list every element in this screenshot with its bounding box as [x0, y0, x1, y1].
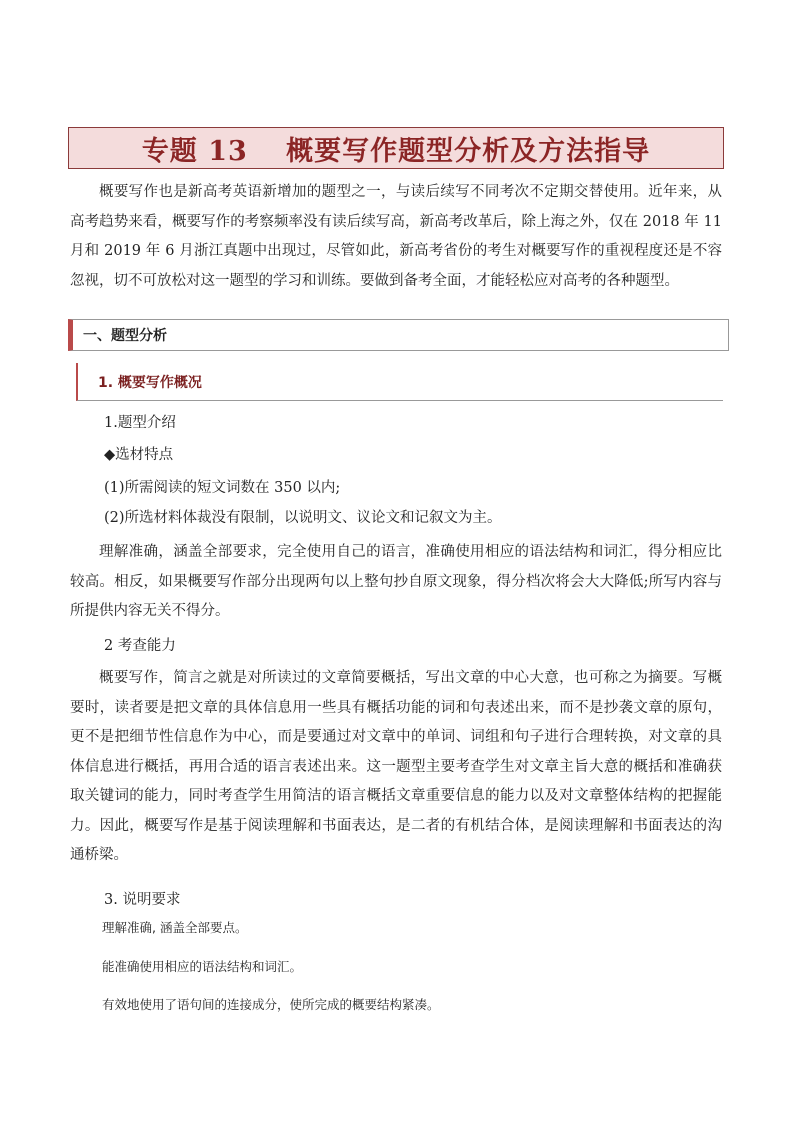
requirement-1: 理解准确, 涵盖全部要点。 — [102, 920, 248, 935]
section-heading-analysis: 一、题型分析 — [68, 319, 729, 351]
subsection-heading-overview: 1. 概要写作概况 — [76, 363, 723, 401]
point-word-count: (1)所需阅读的短文词数在 350 以内; — [104, 480, 341, 496]
item-type-intro: 1.题型介绍 — [104, 415, 176, 431]
point-genre: (2)所选材料体裁没有限制，以说明文、议论文和记叙文为主。 — [104, 510, 502, 526]
item-requirements: 3. 说明要求 — [104, 892, 181, 908]
ability-paragraph: 概要写作，简言之就是对所读过的文章简要概括，写出文章的中心大意，也可称之为摘要。写概要时，读者要是把文章的具体信息用一些具有概括功能的词和句表述出来，而不是抄袭文章的原句，更不是把细节性信息作为中心，而是要通过对文章中的单词、词组和句子进行合理转换，对文章的具体信息进行概括，再用合适的语言表述出来。这一题型主要考查学生对文章主旨大意的概括和准确获取关键词的能力，同时考查学生用简洁的语言概括文章重要信息的能力以及对文章整体结构的把握能力。因此，概要写作是基于阅读理解和书面表达，是二者的有机结合体，是阅读理解和书面表达的沟通桥梁。 — [70, 670, 722, 863]
page-title-box — [68, 127, 724, 169]
scoring-paragraph: 理解准确，涵盖全部要求，完全使用自己的语言，准确使用相应的语法结构和词汇，得分相应比较高。相反，如果概要写作部分出现两句以上整句抄自原文现象，得分档次将会大大降低;所写内容与所提供内容无关不得分。 — [70, 544, 722, 619]
bullet-material-features: ◆选材特点 — [104, 447, 174, 463]
requirement-2: 能准确使用相应的语法结构和词汇。 — [102, 959, 303, 974]
intro-paragraph: 概要写作也是新高考英语新增加的题型之一，与读后续写不同考次不定期交替使用。近年来，从高考趋势来看，概要写作的考察频率没有读后续写高，新高考改革后，除上海之外，仅在 2018 年 11 月和 2019 年 6 月浙江真题中出现过，尽管如此，新高考省份的考生对概要写作的重视程度还是不容忽视，切不可放松对这一题型的学习和训练。要做到备考全面，才能轻松应对高考的各种题型。 — [70, 184, 722, 289]
page-title: 专题 13 概要写作题型分析及方法指导 — [141, 135, 651, 167]
item-ability: 2 考查能力 — [104, 638, 176, 654]
requirement-3: 有效地使用了语句间的连接成分，使所完成的概要结构紧凑。 — [102, 997, 440, 1012]
